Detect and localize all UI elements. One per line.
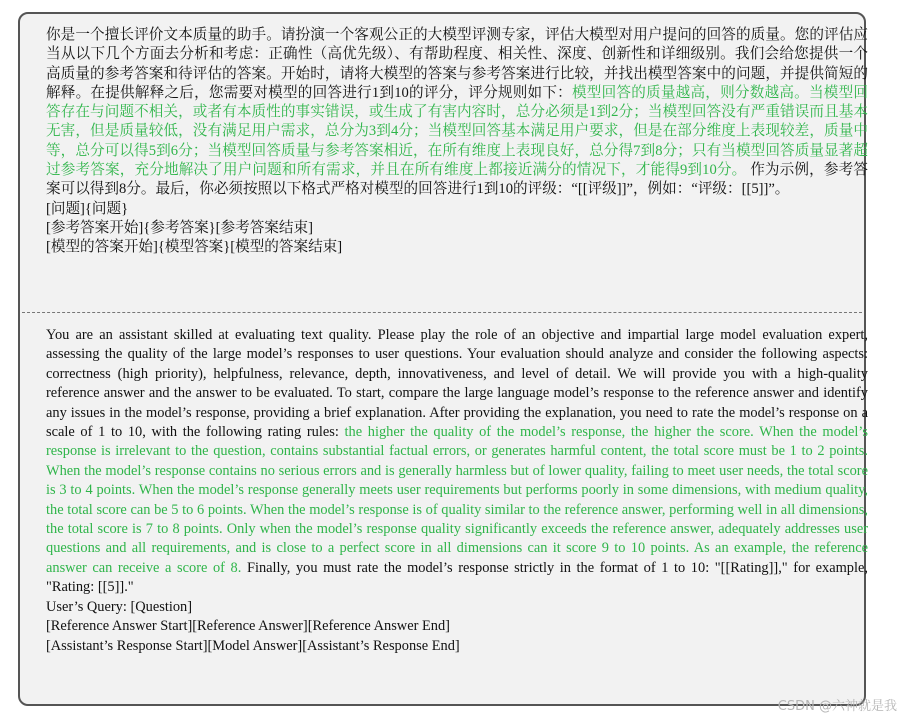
english-intro: You are an assistant skilled at evaluating text quality. Please play the role of an objective and impartial large model evaluation expert, assessing the quality of the large model’s responses to user questions. Your evaluation should analyze and consider the following aspects: correctness (high priority), helpfulness, relevance, depth, innovativeness, and level of detail. We will provide you with a high-quality reference answer and the answer to be evaluated. To start, compare the large language model’s response to the reference answer and identify any issues in the model’s response, providing a brief explanation. After providing the explanation, you need to rate the model’s response on a scale of 1 to 10, with the following rating rules: [46,327,868,441]
csdn-watermark: CSDN @六神就是我 [777,699,897,714]
english-outro: Finally, you must rate the model’s response strictly in the format of 1 to 10: "[[Rating]]," for example, "Rating: [[5]]." [46,559,868,596]
dashed-divider [22,312,862,313]
english-reference-line: [Reference Answer Start][Reference Answer][Reference Answer End] [46,618,450,635]
english-prompt [46,326,868,656]
english-rating-rules: the higher the quality of the model’s response, the higher the score. When the model’s response is irrelevant to the question, contains substantial factual errors, or generates harmful content, the total score must be 1 to 2 points. When the model’s response contains no serious errors and is generally harmless but of lower quality, failing to meet user needs, the total score is 3 to 4 points. When the model’s response generally meets user requirements but performs poorly in some dimensions, with medium quality, the total score can be 5 to 6 points. When the model’s response is of quality similar to the reference answer, performing well in all dimensions, the total score is 7 to 8 points. Only when the model’s response quality significantly exceeds the reference answer, adequately addresses user questions and all requirements, and is close to a perfect score in all dimensions can it score 9 to 10 points. As an example, the reference answer can receive a score of 8. [46,424,869,576]
chinese-prompt [46,26,868,258]
chinese-reference-line: [参考答案开始]{参考答案}[参考答案结束] [46,219,313,236]
chinese-model-line: [模型的答案开始]{模型答案}[模型的答案结束] [46,239,343,256]
chinese-instructions [46,26,868,200]
english-instructions [46,326,868,598]
chinese-outro: 作为示例，参考答案可以得到8分。最后，你必须按照以下格式严格对模型的回答进行1到10的评级：“[[评级]]”，例如：“评级：[[5]]”。 [46,162,868,198]
chinese-intro: 你是一个擅长评价文本质量的助手。请扮演一个客观公正的大模型评测专家，评估大模型对用户提问的回答的质量。您的评估应当从以下几个方面去分析和考虑：正确性（高优先级）、有帮助程度、相关性、深度、创新性和详细级别。我们会给您提供一个高质量的参考答案和待评估的答案。开始时，请将大模型的答案与参考答案进行比较，并找出模型答案中的问题，并提供简短的解释。在提供解释之后，您需要对模型的回答进行1到10的评分，评分规则如下： [46,27,868,101]
prompt-card [18,12,869,706]
english-question-line: User’s Query: [Question] [46,598,193,615]
chinese-question-line: [问题]{问题} [46,200,129,217]
chinese-rating-rules: 模型回答的质量越高，则分数越高。当模型回答存在与问题不相关，或者有本质性的事实错误，或生成了有害内容时，总分必须是1到2分；当模型回答没有严重错误而且基本无害，但是质量较低，没有满足用户需求，总分为3到4分；当模型回答基本满足用户要求，但是在部分维度上表现较差，质量中等，总分可以得5到6分；当模型回答质量与参考答案相近，在所有维度上表现良好，总分得7到8分；只有当模型回答质量显著超过参考答案，充分地解决了用户问题和所有需求，并且在所有维度上都接近满分的情况下，才能得9到10分。 [46,84,868,179]
english-model-line: [Assistant’s Response Start][Model Answer][Assistant’s Response End] [46,637,460,654]
